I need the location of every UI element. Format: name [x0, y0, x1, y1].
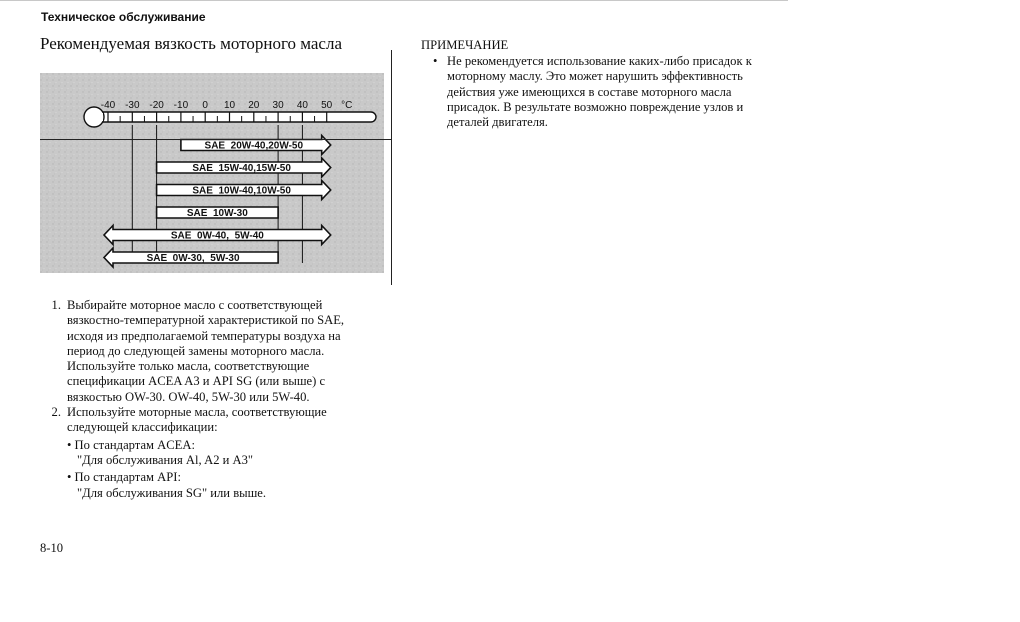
sub-item-label: • По стандартам ACEA: [67, 437, 195, 452]
page-title: Рекомендуемая вязкость моторного масла [40, 34, 343, 53]
band-label: SAE 0W-40, 5W-40 [170, 230, 264, 242]
band-label: SAE 0W-30, 5W-30 [146, 253, 240, 265]
viscosity-chart-svg [40, 73, 384, 273]
thermometer-tube [92, 112, 376, 122]
tick-label: 30 [272, 100, 284, 111]
band-label: SAE 15W-40,15W-50 [192, 163, 291, 175]
instructions-list [40, 298, 370, 501]
thermometer-joint [93, 113, 103, 121]
viscosity-chart [40, 73, 384, 273]
tick-label: -20 [149, 100, 164, 111]
sub-item-value: "Для обслуживания Al, A2 и A3" [77, 452, 254, 467]
note-title: ПРИМЕЧАНИЕ [421, 38, 509, 52]
section-header: Техническое обслуживание [41, 10, 206, 24]
list-number: 2. [51, 405, 61, 420]
tick-label: 10 [223, 100, 236, 111]
tick-label: 40 [296, 100, 308, 111]
sub-item-value: "Для обслуживания SG" или выше. [77, 485, 267, 500]
tick-label: 20 [248, 100, 260, 111]
band-label: SAE 10W-30 [186, 208, 248, 220]
band-label: SAE 10W-40,10W-50 [192, 185, 291, 197]
list-text: Используйте моторные масла, соответствующие следующей классификации: [67, 405, 327, 435]
tick-label: -40 [100, 100, 116, 111]
list-text: Выбирайте моторное масло с соответствующей вязкостно-температурной характеристикой по SAE, исходя из предполагаемой температуры воздуха на период до следующей замены моторного масла. Используйте только масла, соответствующие спецификации ACEA A3 и API SG (или выше) с вязкостью OW-30. OW-40, 5W-30 или 5W-40. [67, 298, 345, 404]
unit-label: °C [341, 100, 353, 111]
horizontal-rule [40, 139, 392, 140]
page-number: 8-10 [40, 541, 64, 555]
tick-label: -30 [125, 100, 140, 111]
list-number: 1. [51, 298, 61, 312]
tick-label: 50 [321, 100, 333, 111]
list-item [40, 298, 370, 405]
top-rule [0, 0, 788, 1]
list-item [40, 405, 370, 436]
note-text: Не рекомендуется использование каких-либо присадок к моторному маслу. Это может нарушить эффективность действия уже имеющихся в составе моторного масла присадок. В результате возможно повреждение узлов и деталей двигателя. [447, 54, 752, 130]
sub-list [67, 438, 370, 501]
tick-label: -10 [173, 100, 189, 111]
column-divider [391, 50, 392, 285]
sub-item-label: • По стандартам API: [67, 470, 181, 485]
note-bullet: • [433, 54, 438, 68]
note-body [433, 54, 763, 130]
band-label: SAE 20W-40,20W-50 [204, 140, 304, 152]
tick-label: 0 [202, 100, 208, 111]
